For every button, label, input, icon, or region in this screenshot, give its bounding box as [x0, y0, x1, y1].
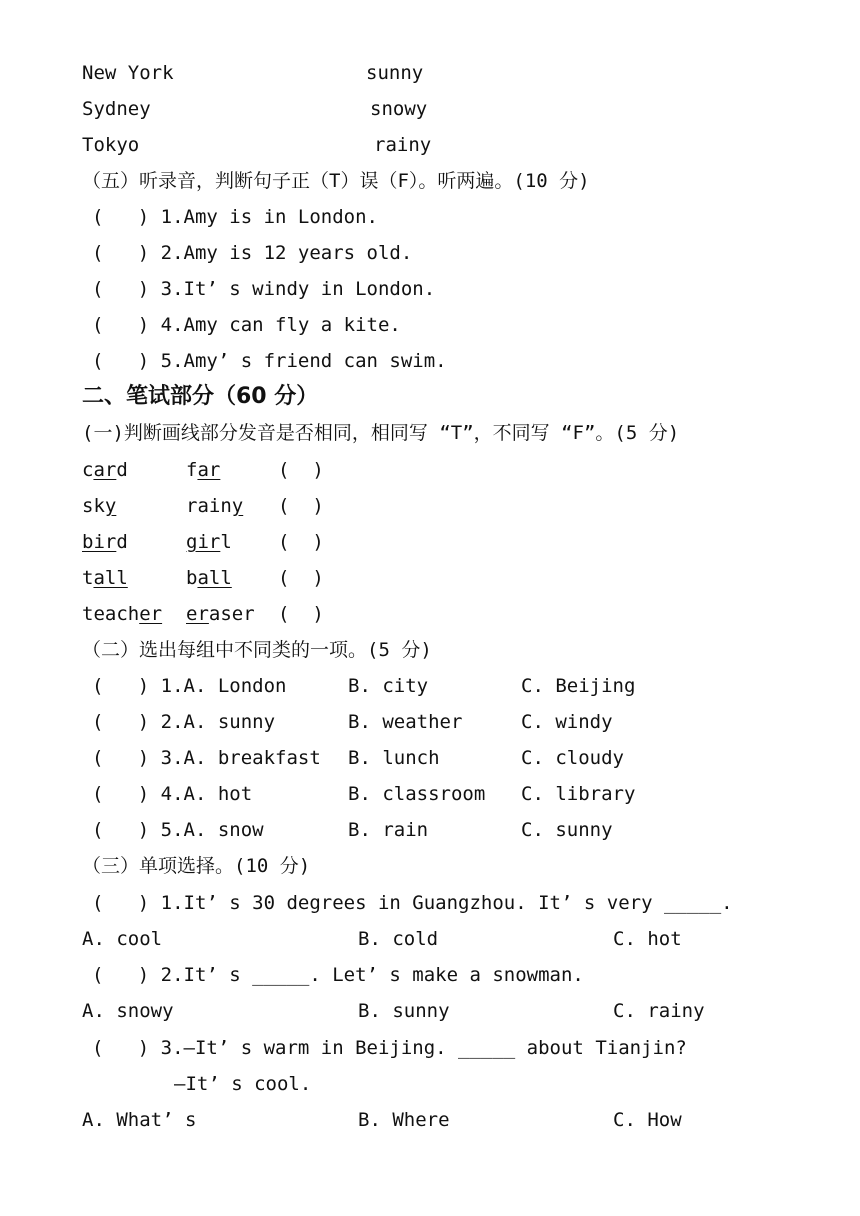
match-city-3: Tokyo	[82, 134, 140, 156]
q1-blank-row5[interactable]: ( )	[278, 603, 324, 625]
section5-title: （五）听录音，判断句子正（T）误（F）。听两遍。(10 分)	[82, 170, 590, 192]
q2-item-3-a: ( ) 3.A. breakfast	[92, 747, 321, 769]
q3-option-1a: A. cool	[82, 928, 163, 950]
q2-item-2-c: C. windy	[521, 711, 613, 733]
section5-item-2: ( ) 2.Amy is 12 years old.	[92, 242, 413, 264]
match-weather-2: snowy	[370, 98, 428, 120]
q3-option-1b: B. cold	[358, 928, 439, 950]
match-city-2: Sydney	[82, 98, 151, 120]
section5-item-1: ( ) 1.Amy is in London.	[92, 206, 378, 228]
q2-item-3-b: B. lunch	[348, 747, 440, 769]
q1-word1-row3: bird	[82, 531, 128, 553]
q3-question-3: ( ) 3.—It’ s warm in Beijing. _____ about Tianjin?	[92, 1037, 687, 1059]
q3-option-3a: A. What’ s	[82, 1109, 197, 1131]
section5-item-5: ( ) 5.Amy’ s friend can swim.	[92, 350, 447, 372]
q2-item-1-a: ( ) 1.A. London	[92, 675, 287, 697]
q2-item-4-c: C. library	[521, 783, 636, 805]
section5-item-4: ( ) 4.Amy can fly a kite.	[92, 314, 401, 336]
q1-word2-row4: ball	[186, 567, 232, 589]
q1-word2-row2: rainy	[186, 495, 244, 517]
q3-option-1c: C. hot	[613, 928, 682, 950]
q2-item-1-b: B. city	[348, 675, 429, 697]
match-city-1: New York	[82, 62, 174, 84]
q3-option-3b: B. Where	[358, 1109, 450, 1131]
q1-word2-row5: eraser	[186, 603, 255, 625]
q1-word1-row1: card	[82, 459, 128, 481]
q2-item-5-c: C. sunny	[521, 819, 613, 841]
q3-option-2c: C. rainy	[613, 1000, 705, 1022]
q2-item-2-a: ( ) 2.A. sunny	[92, 711, 276, 733]
q2-item-1-c: C. Beijing	[521, 675, 636, 697]
q2-item-4-a: ( ) 4.A. hot	[92, 783, 253, 805]
q3-option-2a: A. snowy	[82, 1000, 174, 1022]
q1-word2-row1: far	[186, 459, 221, 481]
q2-item-3-c: C. cloudy	[521, 747, 624, 769]
match-weather-1: sunny	[366, 62, 424, 84]
q1-blank-row1[interactable]: ( )	[278, 459, 324, 481]
q1-blank-row4[interactable]: ( )	[278, 567, 324, 589]
q1-blank-row3[interactable]: ( )	[278, 531, 324, 553]
q3-question-1: ( ) 1.It’ s 30 degrees in Guangzhou. It’ s very _____.	[92, 892, 733, 914]
q3-option-2b: B. sunny	[358, 1000, 450, 1022]
match-weather-3: rainy	[374, 134, 432, 156]
q1-word1-row4: tall	[82, 567, 128, 589]
q2-item-5-a: ( ) 5.A. snow	[92, 819, 264, 841]
q1-title: (一)判断画线部分发音是否相同，相同写 “T”，不同写 “F”。(5 分)	[82, 422, 680, 444]
q2-item-2-b: B. weather	[348, 711, 463, 733]
section5-item-3: ( ) 3.It’ s windy in London.	[92, 278, 436, 300]
q1-word1-row2: sky	[82, 495, 117, 517]
q2-item-4-b: B. classroom	[348, 783, 486, 805]
q3-title: （三）单项选择。(10 分)	[82, 855, 311, 877]
q3-question-3-reply: —It’ s cool.	[174, 1073, 312, 1095]
q2-title: （二）选出每组中不同类的一项。(5 分)	[82, 639, 432, 661]
q1-word1-row5: teacher	[82, 603, 163, 625]
q1-blank-row2[interactable]: ( )	[278, 495, 324, 517]
part2-title: 二、笔试部分（60 分）	[82, 384, 319, 409]
q3-question-2: ( ) 2.It’ s _____. Let’ s make a snowman.	[92, 964, 584, 986]
q3-option-3c: C. How	[613, 1109, 682, 1131]
q2-item-5-b: B. rain	[348, 819, 429, 841]
q1-word2-row3: girl	[186, 531, 232, 553]
